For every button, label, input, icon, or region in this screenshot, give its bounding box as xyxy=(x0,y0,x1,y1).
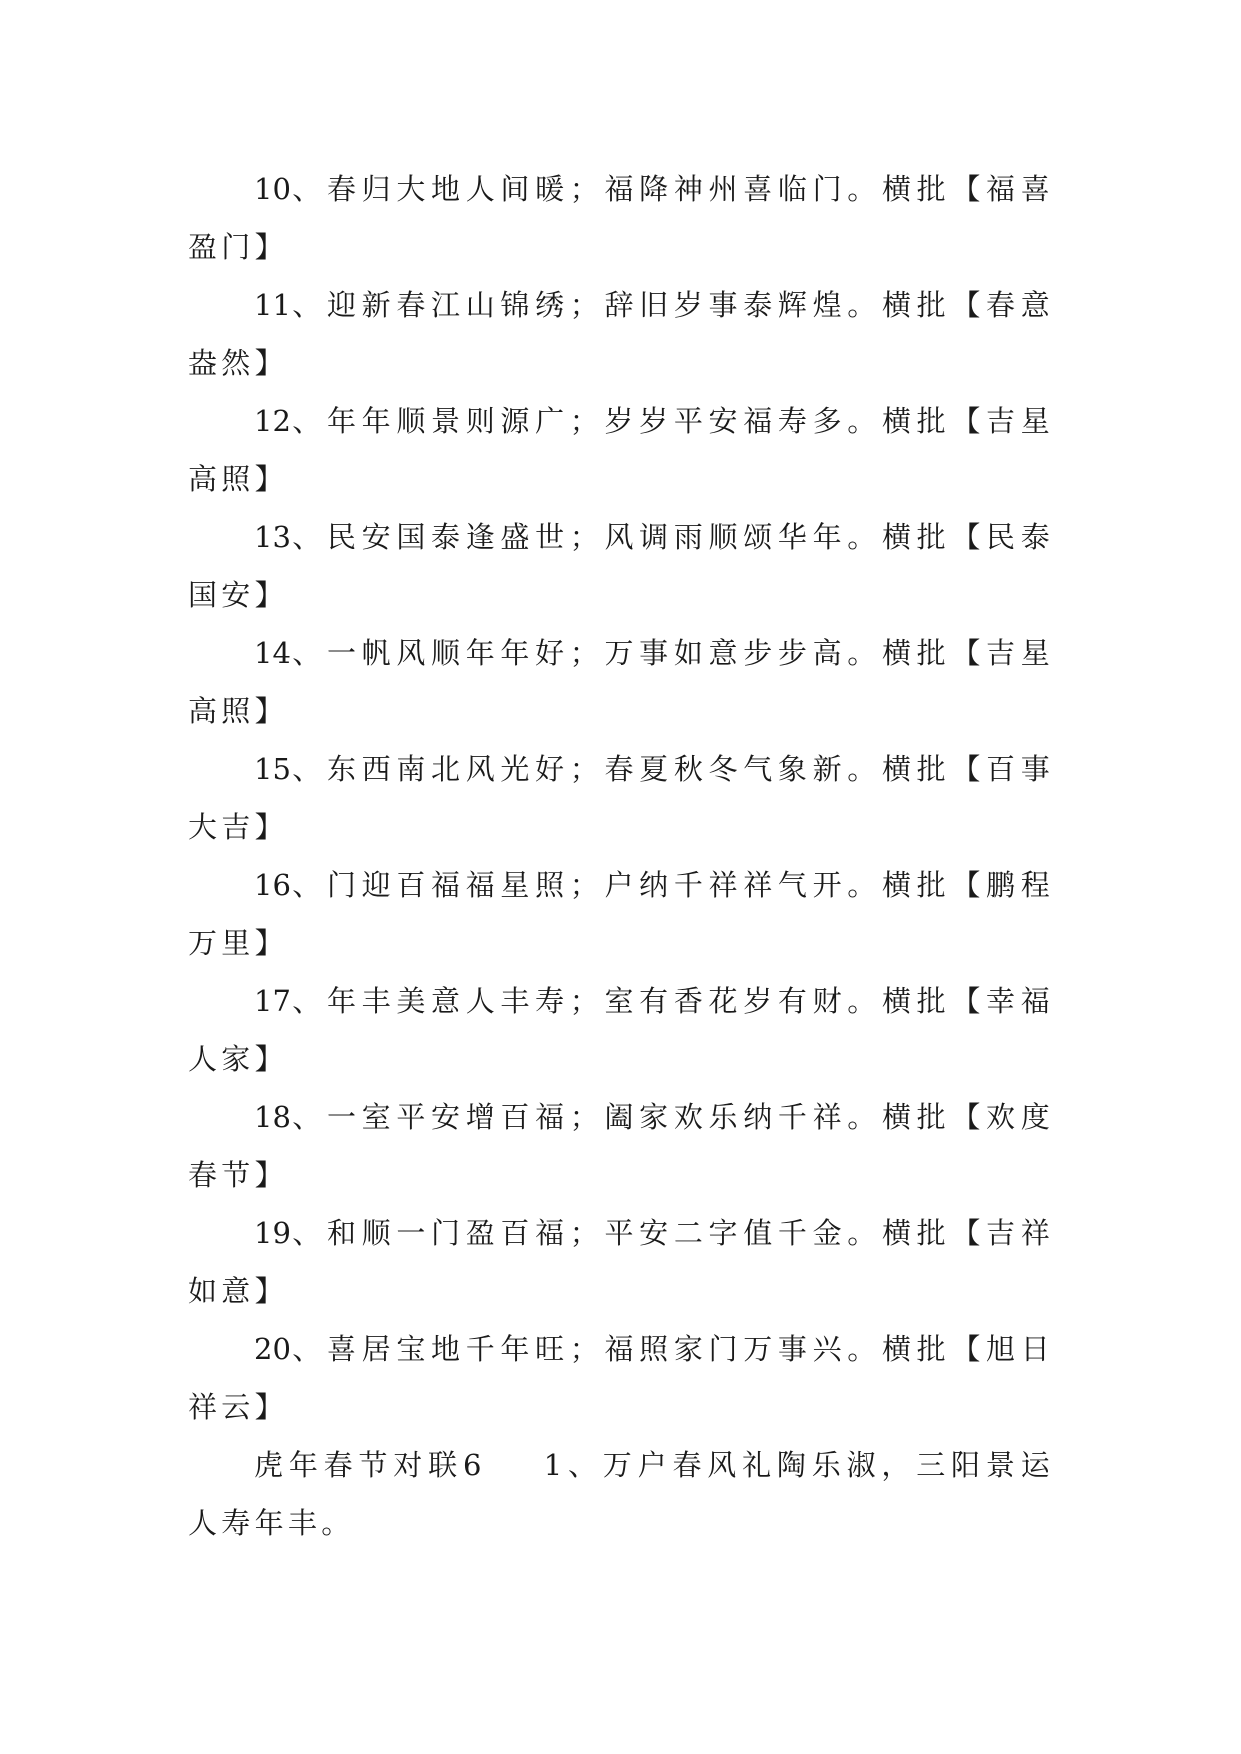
couplet-10: 10、春归大地人间暖；福降神州喜临门。横批【福喜盈门】 xyxy=(188,172,1054,264)
couplet-19: 19、和顺一门盈百福；平安二字值千金。横批【吉祥如意】 xyxy=(188,1216,1054,1308)
couplet-13: 13、民安国泰逢盛世；风调雨顺颂华年。横批【民泰国安】 xyxy=(188,520,1054,612)
couplet-17: 17、年丰美意人丰寿；室有香花岁有财。横批【幸福人家】 xyxy=(188,984,1054,1076)
couplet-12: 12、年年顺景则源广；岁岁平安福寿多。横批【吉星高照】 xyxy=(188,404,1054,496)
couplet-16: 16、门迎百福福星照；户纳千祥祥气开。横批【鹏程万里】 xyxy=(188,868,1054,960)
document-page xyxy=(188,160,1054,1552)
couplet-14: 14、一帆风顺年年好；万事如意步步高。横批【吉星高照】 xyxy=(188,636,1054,728)
couplet-20: 20、喜居宝地千年旺；福照家门万事兴。横批【旭日祥云】 xyxy=(188,1332,1054,1424)
couplet-11: 11、迎新春江山锦绣；辞旧岁事泰辉煌。横批【春意盎然】 xyxy=(188,288,1054,380)
section-paragraph xyxy=(188,1436,1054,1552)
couplet-15: 15、东西南北风光好；春夏秋冬气象新。横批【百事大吉】 xyxy=(188,752,1054,844)
couplet-18: 18、一室平安增百福；阖家欢乐纳千祥。横批【欢度春节】 xyxy=(188,1100,1054,1192)
section-title: 虎年春节对联6 xyxy=(254,1448,486,1482)
section-first-item: 1、万户春风礼陶乐淑，三阳景运人寿年丰。 xyxy=(188,1448,1054,1540)
